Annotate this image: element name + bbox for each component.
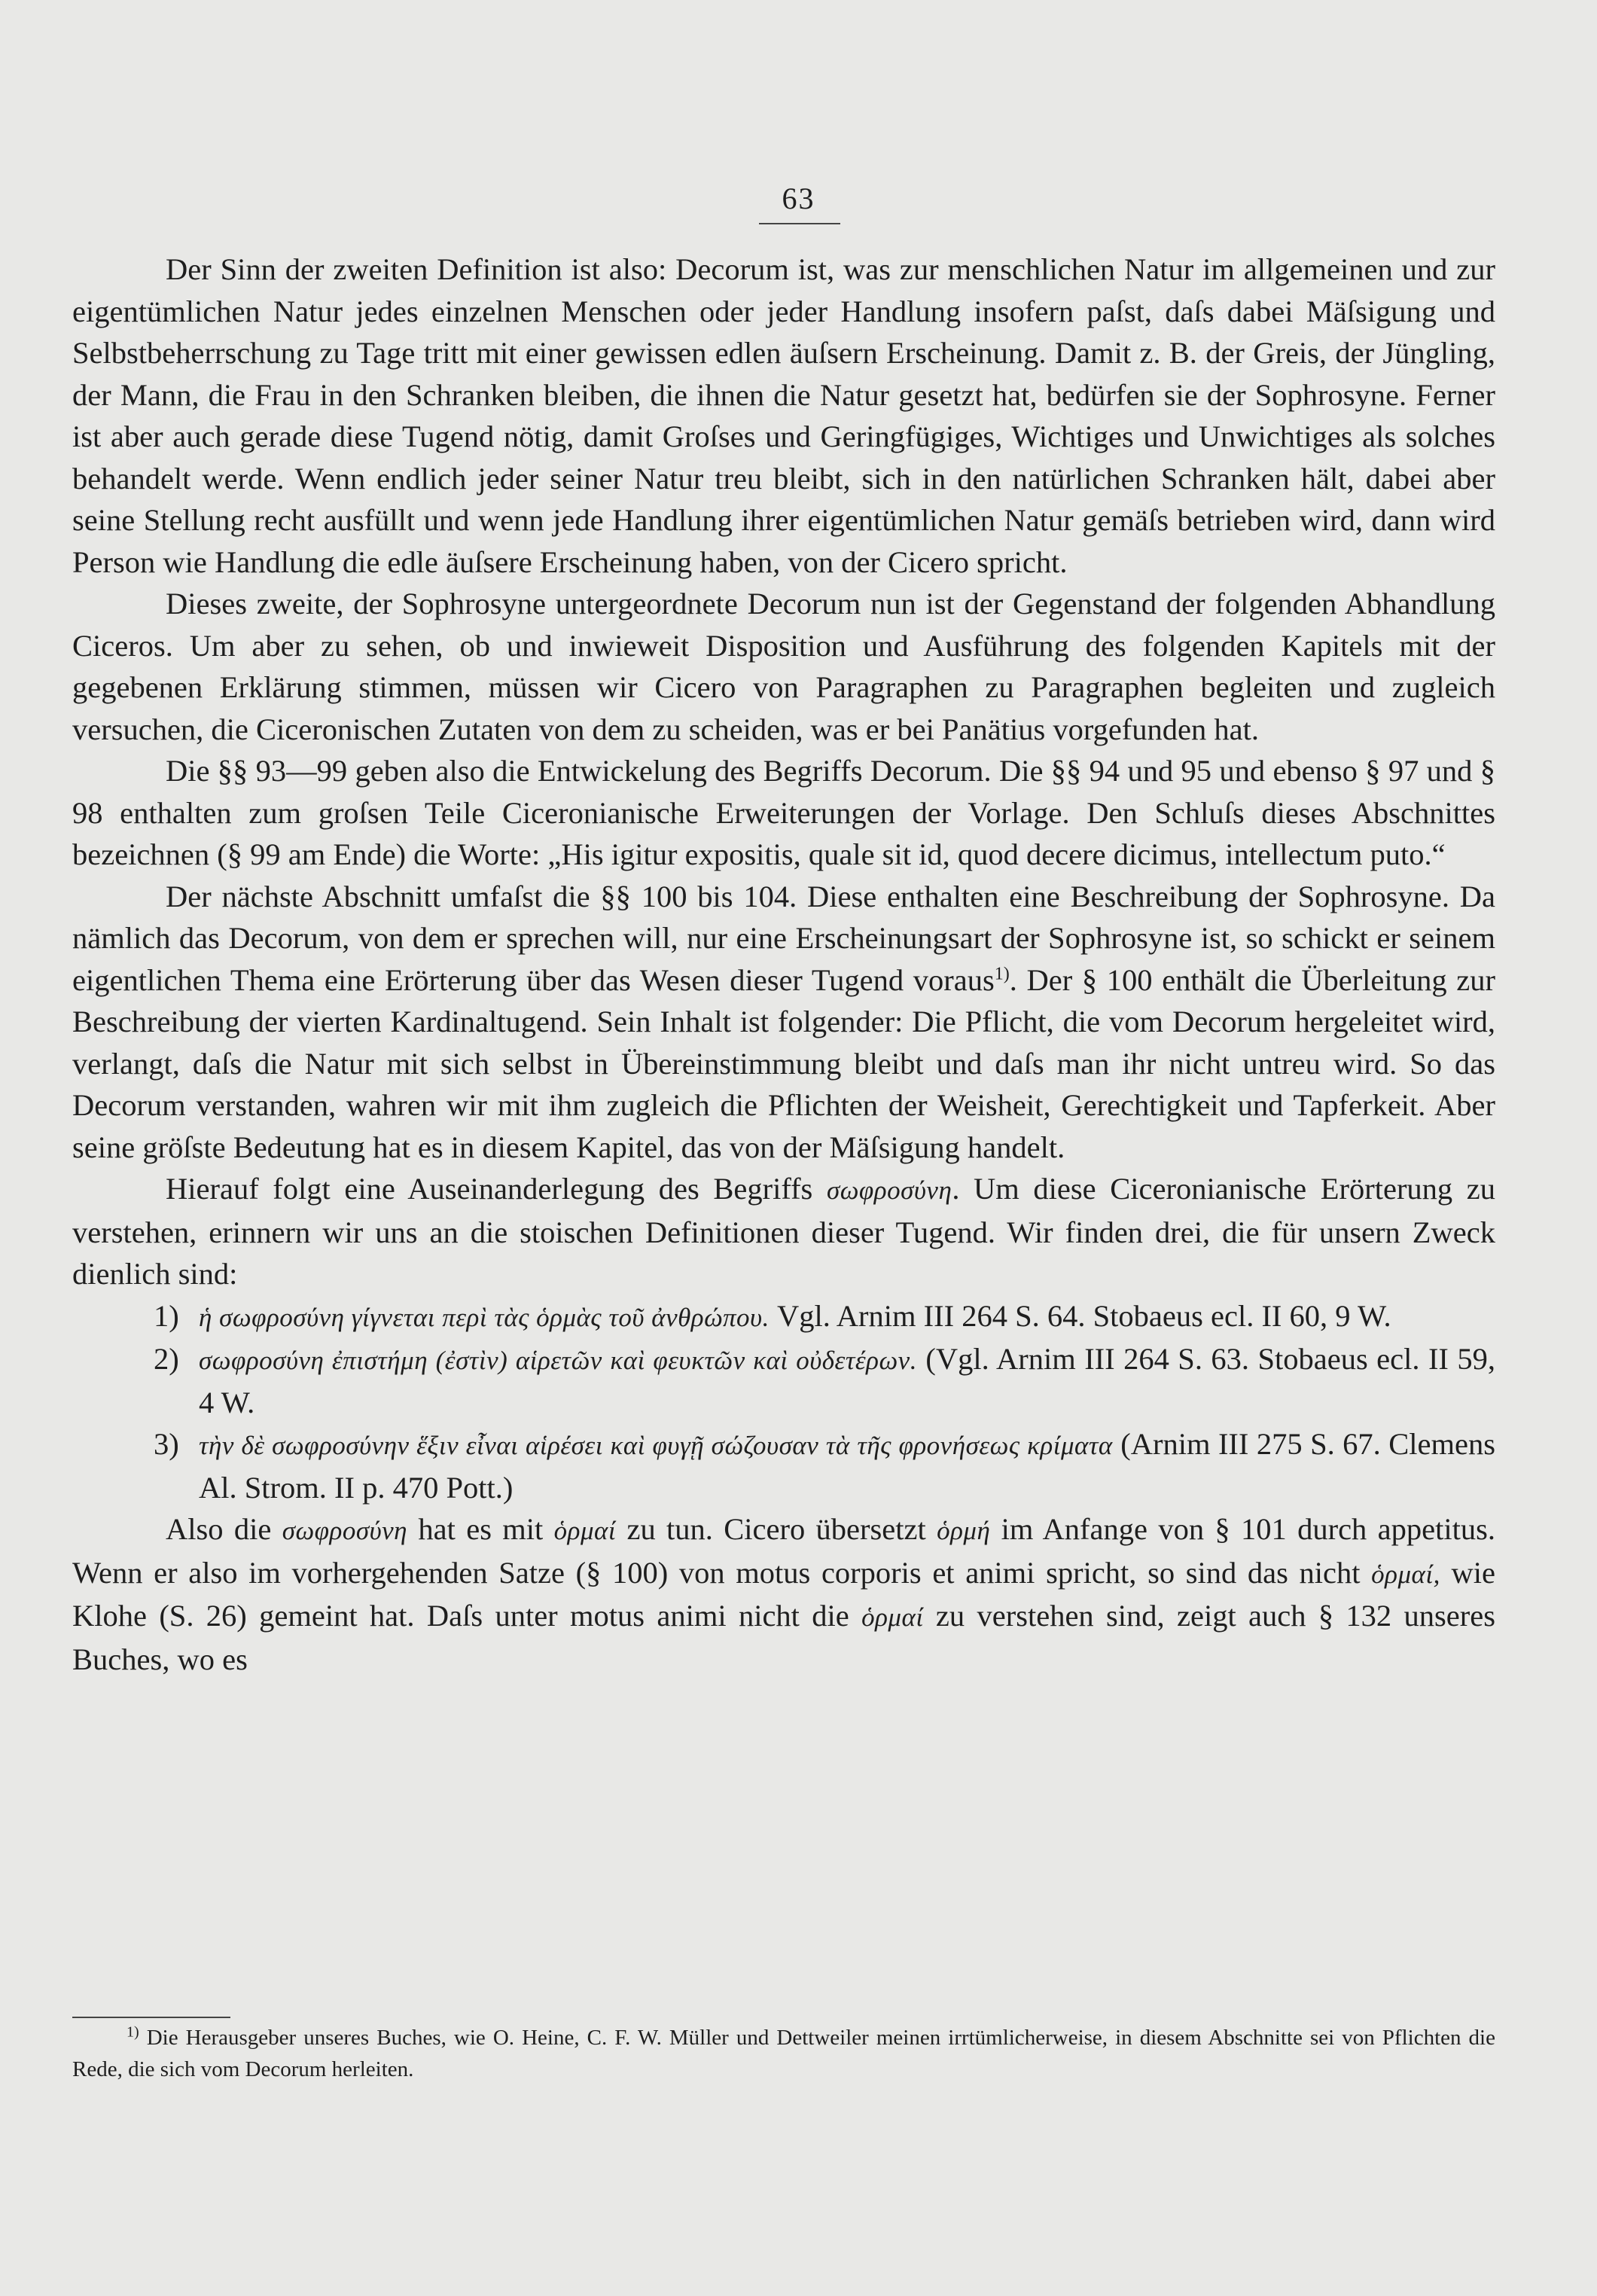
footnote-reference: 1): [994, 964, 1010, 983]
paragraph-1: Der Sinn der zweiten Definition ist also: Decorum ist, was zur menschlichen Natur im allgemeinen und zur eigentümlichen Natur jedes einzelnen Menschen oder jeder Handlung insofern paſst, daſs dabei Mäſsigung und Selbstbeherrschung zu Tage tritt mit einer gewissen edlen äuſsern Erscheinung. Damit z. B. der Greis, der Jüngling, der Mann, die Frau in den Schranken bleiben, die ihnen die Natur gesetzt hat, bedürfen sie der Sophrosyne. Ferner ist aber auch gerade diese Tugend nötig, damit Groſses und Geringfügiges, Wichtiges und Unwichtiges als solches behandelt werde. Wenn endlich jeder seiner Natur treu bleibt, sich in den natürlichen Schranken hält, dabei aber seine Stellung recht ausfüllt und wenn jede Handlung ihrer eigentümlichen Natur gemäſs betrieben wird, dann wird Person wie Handlung die edle äuſsere Erscheinung haben, von der Cicero spricht.: [72, 252, 1495, 579]
footnote-mark: 1): [126, 2023, 139, 2041]
greek-term: ὁρμαί: [553, 1516, 617, 1545]
text-run: zu tun. Cicero übersetzt: [626, 1512, 926, 1546]
definition-item: [72, 1338, 1495, 1423]
paragraph-5-part-2: . Um diese Ciceronianische Erörterung zu verstehen, erinnern wir uns an die stoischen Definitionen dieser Tugend. Wir finden drei, die für unsern Zweck dienlich sind:: [72, 1172, 1496, 1291]
paragraph-6: [72, 1508, 1495, 1680]
definition-item: [72, 1295, 1495, 1339]
definition-greek: ἡ σωφροσύνη γίγνεται περὶ τὰς ὁρμὰς τοῦ ἀνθρώπου.: [199, 1302, 770, 1332]
definition-number: 3): [154, 1427, 179, 1461]
definition-reference: (Vgl. Arnim III 264 S. 63. Stobaeus ecl. II 59, 4 W.: [199, 1342, 1495, 1419]
paragraph-4-part-1: Der nächste Abschnitt umfaſst die §§ 100 bis 104. Diese enthalten eine Beschreibung der Sophrosyne. Da nämlich das Decorum, von dem er sprechen will, nur eine Erscheinungsart der Sophrosyne ist, so schickt er seinem eigentlichen Thema eine Erörterung über das Wesen dieser Tugend voraus: [72, 879, 1495, 997]
greek-term: σωφροσύνη: [282, 1516, 408, 1545]
greek-term: ὁρμαί,: [1371, 1559, 1440, 1589]
page-number: 63: [782, 181, 815, 215]
definition-greek: τὴν δὲ σωφροσύνην ἕξιν εἶναι αἱρέσει καὶ φυγῇ σώζουσαν τὰ τῆς φρονήσεως κρίματα: [199, 1431, 1113, 1460]
footnote-rule: [72, 2017, 230, 2018]
paragraph-3: Die §§ 93—99 geben also die Entwickelung des Begriffs Decorum. Die §§ 94 und 95 und ebenso § 97 und § 98 enthalten zum groſsen Teile Ciceronianische Erweiterungen der Vorlage. Den Schluſs dieses Abschnittes bezeichnen (§ 99 am Ende) die Worte: „His igitur expositis, quale sit id, quod decere dicimus, intellectum puto.“: [72, 754, 1495, 871]
paragraph-5-part-1: Hierauf folgt eine Auseinanderlegung des Begriffs: [166, 1172, 813, 1206]
stoic-definitions-list: [72, 1295, 1495, 1509]
paragraph-5: [72, 1168, 1495, 1295]
text-run: Also die: [166, 1512, 272, 1546]
definition-greek: σωφροσύνη ἐπιστήμη (ἐστὶν) αἱρετῶν καὶ φευκτῶν καὶ οὐδετέρων.: [199, 1346, 917, 1375]
main-text: [72, 249, 1495, 1680]
paragraph-4-part-2: . Der § 100 enthält die Überleitung zur Beschreibung der vierten Kardinaltugend. Sein Inhalt ist folgender: Die Pflicht, die vom Decorum hergeleitet wird, verlangt, daſs die Natur mit sich selbst in Übereinstimmung bleibt und daſs man ihr nicht untreu wird. So das Decorum verstanden, wahren wir mit ihm zugleich die Pflichten der Weisheit, Gerechtigkeit und Tapferkeit. Aber seine gröſste Bedeutung hat es in diesem Kapitel, das von der Mäſsigung handelt.: [72, 962, 1495, 1164]
paragraph-2: Dieses zweite, der Sophrosyne untergeordnete Decorum nun ist der Gegenstand der folgenden Abhandlung Ciceros. Um aber zu sehen, ob und inwieweit Disposition und Ausführung des folgenden Kapitels mit der gegebenen Erklärung stimmen, müssen wir Cicero von Paragraphen zu Paragraphen begleiten und zugleich versuchen, die Ciceronischen Zutaten von dem zu scheiden, was er bei Panätius vorgefunden hat.: [72, 587, 1495, 746]
text-run: im Anfange von § 101 durch appetitus. Wenn er also im vorhergehenden Satze (§ 100) von motus corporis et animi spricht, so sind das nicht: [72, 1512, 1495, 1590]
definition-item: [72, 1423, 1495, 1508]
footnote-text: Die Herausgeber unseres Buches, wie O. Heine, C. F. W. Müller und Dettweiler meinen irrtümlicherweise, in diesem Abschnitte sei von Pflichten die Rede, die sich vom Decorum herleiten.: [72, 2026, 1495, 2081]
definition-number: 2): [154, 1342, 179, 1376]
footnote: [72, 2022, 1495, 2085]
definition-reference: Vgl. Arnim III 264 S. 64. Stobaeus ecl. II 60, 9 W.: [769, 1298, 1391, 1333]
definition-reference: (Arnim III 275 S. 67. Clemens Al. Strom. II p. 470 Pott.): [199, 1427, 1495, 1505]
text-run: zu verstehen sind, zeigt auch § 132 unseres Buches, wo es: [72, 1599, 1495, 1676]
greek-term: ὁρμή: [937, 1516, 991, 1545]
paragraph-4: [72, 876, 1495, 1169]
text-run: wie Klohe (S. 26) gemeint hat. Daſs unter motus animi nicht die: [72, 1555, 1496, 1633]
definition-number: 1): [154, 1298, 179, 1333]
page-number-rule: [759, 223, 840, 224]
greek-term: σωφροσύνη: [826, 1175, 952, 1205]
greek-term: ὁρμαί: [861, 1602, 924, 1632]
text-run: hat es mit: [418, 1512, 544, 1546]
